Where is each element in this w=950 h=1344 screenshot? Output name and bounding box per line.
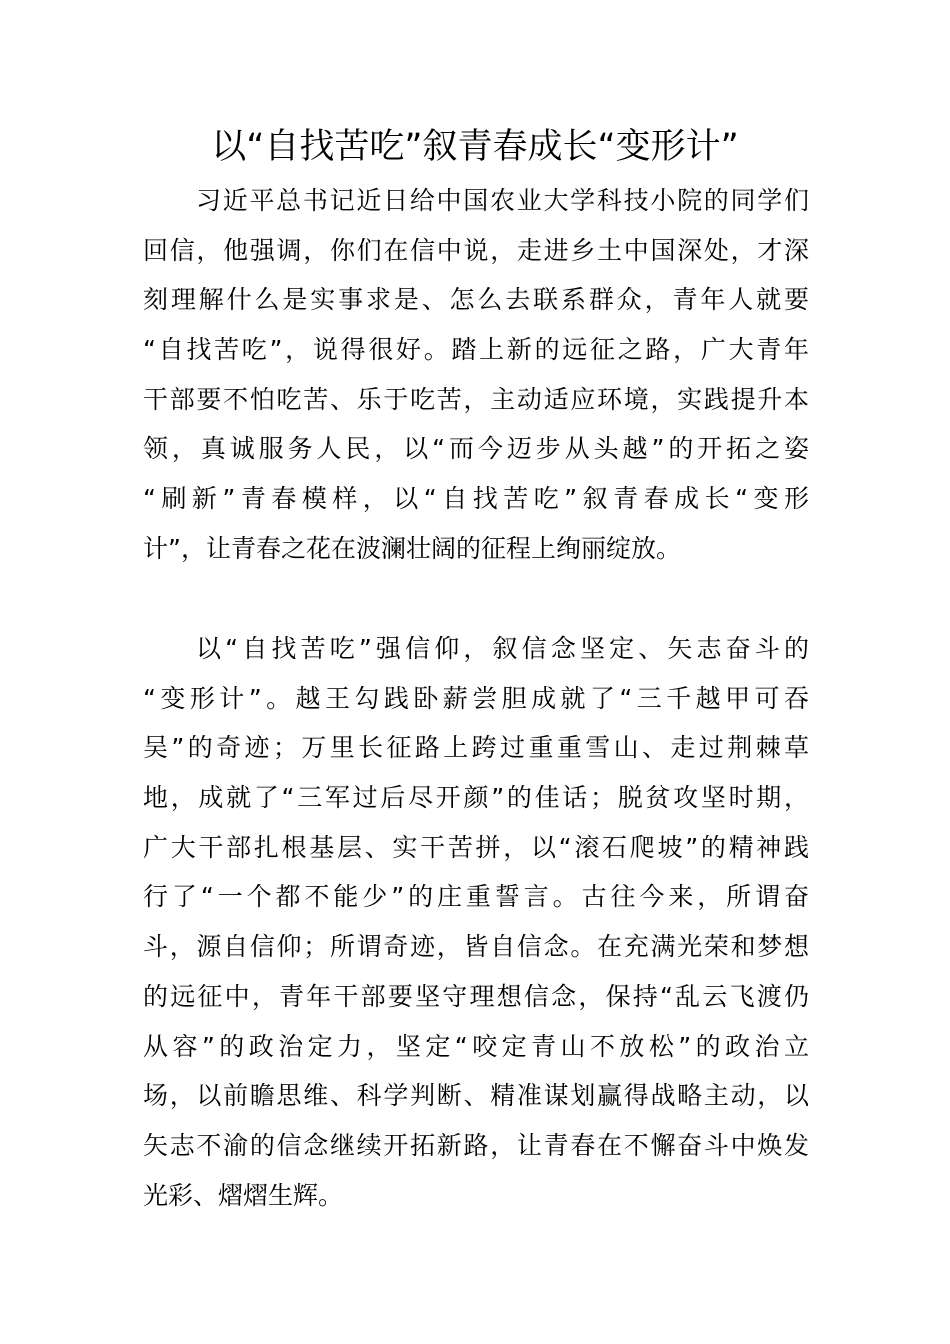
paragraph-1-line-4: “自找苦吃”，说得很好。踏上新的远征之路，广大青年: [143, 335, 809, 365]
paragraph-2-line-7: 斗，源自信仰；所谓奇迹，皆自信念。在充满光荣和梦想: [143, 932, 809, 962]
paragraph-1-line-2: 回信，他强调，你们在信中说，走进乡土中国深处，才深: [143, 235, 809, 265]
paragraph-1-line-6: 领，真诚服务人民，以“而今迈步从头越”的开拓之姿: [143, 434, 809, 464]
paragraph-2-line-9: 从容”的政治定力，坚定“咬定青山不放松”的政治立: [143, 1031, 809, 1061]
paragraph-2: [143, 624, 809, 1220]
paragraph-1-line-1: 习近平总书记近日给中国农业大学科技小院的同学们: [196, 186, 809, 215]
paragraph-1-line-5: 干部要不怕吃苦、乐于吃苦，主动适应环境，实践提升本: [143, 384, 809, 414]
paragraph-2-line-1: 以“自找苦吃”强信仰，叙信念坚定、矢志奋斗的: [196, 634, 809, 663]
paragraph-2-line-11: 矢志不渝的信念继续开拓新路，让青春在不懈奋斗中焕发: [143, 1130, 809, 1160]
paragraph-2-line-4: 地，成就了“三军过后尽开颜”的佳话；脱贫攻坚时期，: [143, 783, 809, 813]
paragraph-2-line-10: 场，以前瞻思维、科学判断、精准谋划赢得战略主动，以: [143, 1081, 809, 1111]
document-title: 以“自找苦吃”叙青春成长“变形计”: [211, 127, 739, 167]
paragraph-2-line-2: “变形计”。越王勾践卧薪尝胆成就了“三千越甲可吞: [143, 683, 809, 713]
paragraph-1-line-7: “刷新”青春模样，以“自找苦吃”叙青春成长“变形: [143, 484, 809, 514]
paragraph-2-line-8: 的远征中，青年干部要坚守理想信念，保持“乱云飞渡仍: [143, 981, 809, 1011]
paragraph-1-line-8: 计”，让青春之花在波澜壮阔的征程上绚丽绽放。: [143, 533, 681, 563]
paragraph-1: [143, 176, 809, 574]
paragraph-1-line-3: 刻理解什么是实事求是、怎么去联系群众，青年人就要: [143, 285, 809, 315]
paragraph-2-line-12: 光彩、熠熠生辉。: [143, 1180, 344, 1210]
paragraph-2-line-5: 广大干部扎根基层、实干苦拼，以“滚石爬坡”的精神践: [143, 832, 809, 862]
paragraph-2-line-3: 吴”的奇迹；万里长征路上跨过重重雪山、走过荆棘草: [143, 733, 809, 763]
paragraph-2-line-6: 行了“一个都不能少”的庄重誓言。古往今来，所谓奋: [143, 882, 809, 912]
